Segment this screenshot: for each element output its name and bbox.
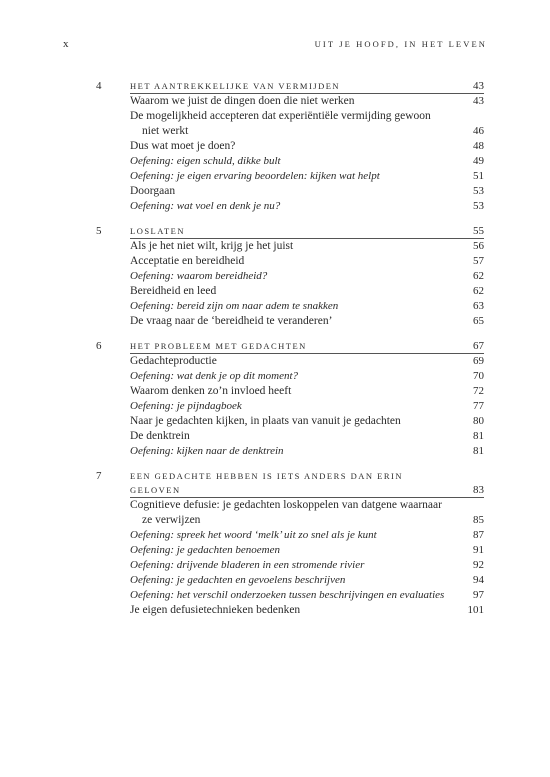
entry-title [130,339,307,353]
entry-title-text: Doorgaan [130,185,176,197]
exercise-entry [130,154,484,169]
entry-title [130,254,244,269]
chapter-7 [96,469,484,618]
entry-page-number: 43 [473,80,484,92]
entry-page-number: 80 [473,415,484,427]
section-entry [130,414,484,429]
entry-title-text: Oefening: wat denk je op dit moment? [130,370,299,382]
entry-page-number: 83 [473,484,484,496]
chapter-number: 7 [96,470,102,482]
section-entry [130,109,484,139]
entry-title-text: Bereidheid en leed [130,285,217,297]
entry-page-number: 87 [473,529,484,541]
chapter-4 [96,79,484,214]
entry-page-number: 101 [467,604,484,616]
entry-title-text: Oefening: je pijndagboek [130,400,242,412]
entry-title-text: Waarom we juist de dingen doen die niet werken [130,95,355,107]
entry-title [130,94,355,109]
entry-title-text: De denktrein [130,430,190,442]
section-entry [130,139,484,154]
chapter-heading [130,79,484,94]
entry-page-number: 81 [473,430,484,442]
entry-title-text: Oefening: eigen schuld, dikke bult [130,155,281,167]
section-entry [130,603,484,618]
entry-page-number: 91 [473,544,484,556]
entry-page-number: 69 [473,355,484,367]
chapter-heading [130,339,484,354]
table-of-contents [96,79,484,628]
entry-page-number: 70 [473,370,484,382]
entry-page-number: 53 [473,200,484,212]
page-number: x [63,38,70,50]
entry-title-text: De mogelijkheid accepteren dat experiëntiële vermijding gewoon [130,110,431,122]
entry-title-text: Oefening: waarom bereidheid? [130,270,268,282]
entry-page-number: 56 [473,240,484,252]
entry-title-text: Oefening: je gedachten en gevoelens beschrijven [130,574,346,586]
section-entry [130,239,484,254]
entry-title [130,154,281,169]
chapter-number: 5 [96,225,102,237]
entry-title [130,558,364,573]
entry-title [130,299,338,314]
entry-title [130,109,431,139]
section-entry [130,284,484,299]
chapter-entries [130,224,484,329]
entry-title [130,314,332,329]
section-entry [130,429,484,444]
exercise-entry [130,528,484,543]
entry-title-text: EEN GEDACHTE HEBBEN IS IETS ANDERS DAN ERIN GELOVEN [130,471,403,495]
running-title: UIT JE HOOFD, IN HET LEVEN [314,39,487,49]
entry-page-number: 67 [473,340,484,352]
section-entry [130,254,484,269]
entry-title-text: Naar je gedachten kijken, in plaats van vanuit je gedachten [130,415,401,427]
entry-page-number: 62 [473,270,484,282]
chapter-entries [130,79,484,214]
section-entry [130,354,484,369]
entry-page-number: 94 [473,574,484,586]
exercise-entry [130,558,484,573]
exercise-entry [130,199,484,214]
exercise-entry [130,588,484,603]
entry-title [130,573,345,588]
entry-title [130,588,444,603]
entry-title [130,384,291,399]
exercise-entry [130,299,484,314]
entry-page-number: 53 [473,185,484,197]
entry-title [130,528,377,543]
entry-page-number: 97 [473,589,484,601]
entry-page-number: 65 [473,315,484,327]
entry-title-text: Cognitieve defusie: je gedachten loskoppelen van datgene waarnaar [130,499,442,511]
chapter-entries [130,469,484,618]
entry-title-text: HET AANTREKKELIJKE VAN VERMIJDEN [130,81,341,91]
entry-title [130,603,300,618]
entry-title [130,543,280,558]
entry-title [130,399,242,414]
entry-title [130,239,293,254]
entry-title [130,269,267,284]
exercise-entry [130,543,484,558]
entry-title [130,284,216,299]
section-entry [130,94,484,109]
entry-title-continuation: ze verwijzen [142,514,201,526]
chapter-entries [130,339,484,459]
exercise-entry [130,169,484,184]
entry-page-number: 81 [473,445,484,457]
entry-title-text: Als je het niet wilt, krijg je het juist [130,240,294,252]
entry-page-number: 55 [473,225,484,237]
entry-page-number: 72 [473,385,484,397]
chapter-5 [96,224,484,329]
exercise-entry [130,573,484,588]
entry-title-text: Oefening: je eigen ervaring beoordelen: kijken wat helpt [130,170,380,182]
chapter-number: 4 [96,80,102,92]
entry-title-text: HET PROBLEEM MET GEDACHTEN [130,341,307,351]
entry-title-text: Acceptatie en bereidheid [130,255,245,267]
chapter-6 [96,339,484,459]
entry-title-text: Je eigen defusietechnieken bedenken [130,604,301,616]
entry-title [130,429,190,444]
entry-title-text: Waarom denken zo’n invloed heeft [130,385,292,397]
section-entry [130,498,484,528]
entry-page-number: 62 [473,285,484,297]
entry-title [130,469,450,497]
entry-page-number: 51 [473,170,484,182]
exercise-entry [130,269,484,284]
entry-page-number: 85 [473,514,484,526]
entry-title-text: Dus wat moet je doen? [130,140,236,152]
entry-title-text: De vraag naar de ‘bereidheid te veranderen’ [130,315,333,327]
chapter-heading [130,469,484,498]
entry-page-number: 92 [473,559,484,571]
entry-page-number: 77 [473,400,484,412]
chapter-number: 6 [96,340,102,352]
entry-title-text: Oefening: het verschil onderzoeken tussen beschrijvingen en evaluaties [130,589,445,601]
entry-title [130,224,185,238]
exercise-entry [130,369,484,384]
entry-title-text: Oefening: drijvende bladeren in een stromende rivier [130,559,365,571]
entry-page-number: 57 [473,255,484,267]
exercise-entry [130,444,484,459]
entry-title-text: Oefening: kijken naar de denktrein [130,445,284,457]
entry-page-number: 49 [473,155,484,167]
entry-title-text: Oefening: je gedachten benoemen [130,544,280,556]
entry-title [130,369,298,384]
section-entry [130,314,484,329]
entry-title [130,444,284,459]
entry-title [130,354,217,369]
entry-title [130,498,442,528]
section-entry [130,384,484,399]
entry-title-text: LOSLATEN [130,226,185,236]
entry-title [130,169,380,184]
section-entry [130,184,484,199]
entry-title-text: Oefening: spreek het woord ‘melk’ uit zo snel als je kunt [130,529,377,541]
entry-title [130,79,340,93]
entry-title [130,199,280,214]
entry-title [130,414,401,429]
chapter-heading [130,224,484,239]
exercise-entry [130,399,484,414]
entry-title [130,184,175,199]
entry-page-number: 48 [473,140,484,152]
entry-title-text: Oefening: wat voel en denk je nu? [130,200,281,212]
entry-title-continuation: niet werkt [142,125,189,137]
entry-title [130,139,235,154]
entry-page-number: 46 [473,125,484,137]
entry-page-number: 63 [473,300,484,312]
entry-page-number: 43 [473,95,484,107]
entry-title-text: Oefening: bereid zijn om naar adem te snakken [130,300,339,312]
entry-title-text: Gedachteproductie [130,355,217,367]
